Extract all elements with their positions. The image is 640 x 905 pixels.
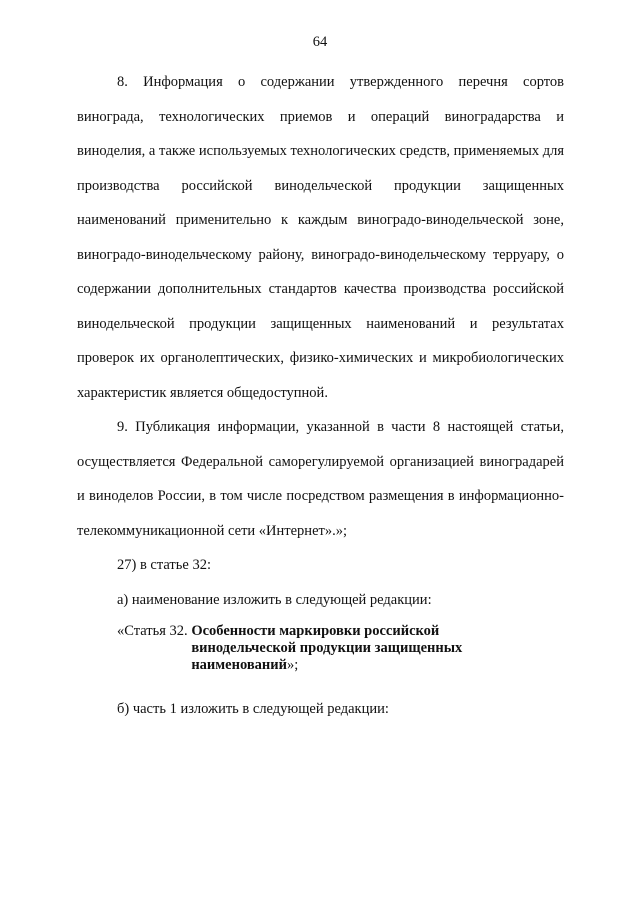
paragraph-8: 8. Информация о содержании утвержденного перечня сортов винограда, технологических приемов и операций виноградарства и виноделия, а также используемых технологических средств, применяемых для производства российской винодельческой продукции защищенных наименований применительно к каждым виноградо-винодельческой зоне, виноградо-винодельческому району, виноградо-винодельческому терруару, о содержании дополнительных стандартов качества производства российской винодельческой продукции защищенных наименований и результатах проверок их органолептических, физико-химических и микробиологических характеристик является общедоступной.	[77, 74, 564, 401]
paragraph-9: 9. Публикация информации, указанной в части 8 настоящей статьи, осуществляется Федеральной саморегулируемой организацией виноградарей и виноделов России, в том числе посредством размещения в информационно-телекоммуникационной сети «Интернет».»;	[77, 419, 564, 539]
article-heading	[77, 623, 564, 674]
article-title-text: Особенности маркировки российской винодельческой продукции защищенных наименований	[191, 623, 463, 673]
paragraph-item-27: 27) в статье 32:	[117, 557, 211, 573]
paragraph-subitem-a: а) наименование изложить в следующей редакции:	[117, 591, 432, 608]
article-suffix: »;	[286, 657, 299, 673]
article-prefix: «Статья 32.	[117, 623, 192, 639]
document-body	[77, 65, 564, 727]
paragraph-subitem-b: б) часть 1 изложить в следующей редакции:	[117, 701, 389, 717]
article-title	[191, 623, 481, 674]
page-number: 64	[312, 34, 328, 50]
